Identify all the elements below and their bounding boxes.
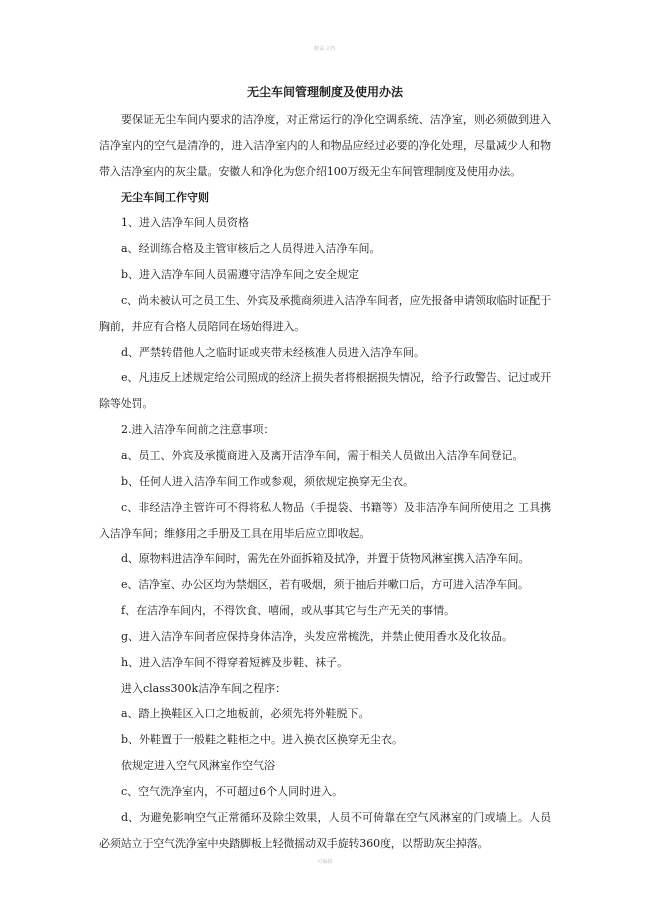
paragraph: 1、进入洁净车间人员资格	[121, 216, 249, 230]
paragraph: d、原物料进洁净车间时，需先在外面拆箱及拭净，并置于货物风淋室携入洁净车间。	[121, 552, 530, 566]
footer-watermark: 可编辑	[317, 859, 333, 865]
paragraph: b、外鞋置于一般鞋之鞋柜之中。进入换衣区换穿无尘衣。	[121, 733, 404, 747]
paragraph: a、员工、外宾及承揽商进入及离开洁净车间，需于相关人员做出入洁净车间登记。	[121, 448, 524, 462]
paragraph: c、非经洁净主管许可不得将私人物品（手提袋、书籍等）及非洁净车间所使用之 工具携入洁净车间；维修用之手册及工具在用毕后应立即收起。	[99, 500, 551, 540]
header-watermark: 精品文档	[313, 46, 336, 52]
paragraph: e、凡违反上述规定给公司照成的经济上损失者将根据损失情况，给予行政警告、记过或开除等处罚。	[99, 371, 551, 411]
paragraph: 依规定进入空气风淋室作空气浴	[121, 759, 275, 773]
document-title: 无尘车间管理制度及使用办法	[246, 85, 403, 99]
paragraph: h、进入洁净车间不得穿着短裤及步鞋、袜子。	[121, 655, 349, 669]
paragraph: d、为避免影响空气正常循环及除尘效果，人员不可倚靠在空气风淋室的门或墙上。人员必须站立于空气洗净室中央踏脚板上轻微摇动双手旋转360度，以帮助灰尘掉落。	[99, 810, 551, 850]
paragraph: a、经训练合格及主管审核后之人员得进入洁净车间。	[121, 242, 381, 256]
paragraph: d、严禁转借他人之临时证或夹带未经核准人员进入洁净车间。	[121, 345, 426, 359]
paragraph: 进入class300k洁净车间之程序：	[121, 681, 287, 695]
paragraph: b、任何人进入洁净车间工作或参观，须依规定换穿无尘衣。	[121, 474, 415, 488]
paragraph: g、进入洁净车间者应保持身体洁净，头发应常梳洗，并禁止使用香水及化妆品。	[121, 629, 514, 643]
paragraph: c、尚未被认可之员工生、外宾及承揽商须进入洁净车间者，应先报备申请领取临时证配于胸前，并应有合格人员陪同在场始得进入。	[99, 293, 551, 333]
paragraph: e、洁净室、办公区均为禁烟区，若有吸烟，须于抽后并嗽口后，方可进入洁净车间。	[121, 578, 529, 592]
section-heading: 无尘车间工作守则	[121, 190, 209, 204]
intro-paragraph: 要保证无尘车间内要求的洁净度，对正常运行的净化空调系统、洁净室，则必须做到进入洁净室内的空气是清净的，进入洁净室内的人和物品应经过必要的净化处理，尽量减少人和物带入洁净室内的灰尘量。安徽人和净化为您介绍100万级无尘车间管理制度及使用办法。	[99, 113, 551, 178]
paragraph: 2.进入洁净车间前之注意事项：	[121, 423, 275, 437]
paragraph: f、在洁净车间内，不得饮食、嘻闹，或从事其它与生产无关的事情。	[121, 604, 456, 618]
paragraph: c、空气洗净室内，不可超过6个人同时进入。	[121, 784, 344, 798]
paragraph: a、踏上换鞋区入口之地板前，必须先将外鞋脱下。	[121, 707, 370, 721]
paragraph: b、进入洁净车间人员需遵守洁净车间之安全规定	[121, 268, 360, 282]
document-body	[99, 107, 551, 856]
